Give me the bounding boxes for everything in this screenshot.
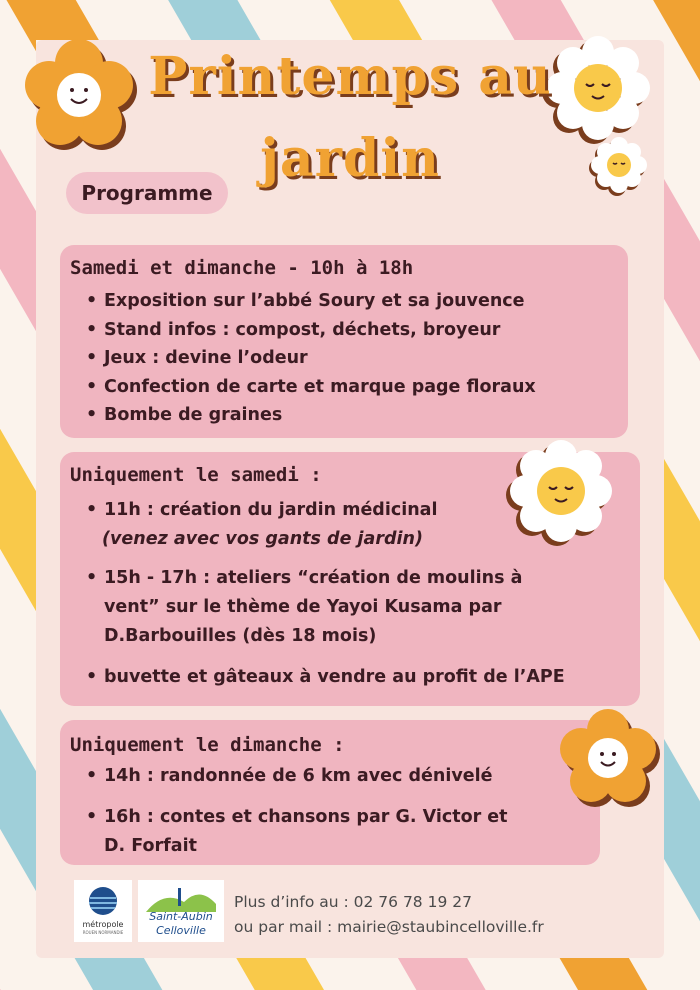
list-item: • Exposition sur l’abbé Soury et sa jouvence <box>86 287 536 316</box>
contact-info <box>234 890 544 940</box>
title-line-1: Printemps au <box>148 46 552 107</box>
metropole-logo <box>74 880 132 942</box>
item-text: 11h : création du jardin médicinal <box>104 500 438 520</box>
orange-flower-icon <box>550 700 666 816</box>
metropole-text: métropole <box>82 920 124 929</box>
town-name: Saint-Aubin <box>149 910 213 923</box>
saint-aubin-logo <box>138 880 224 942</box>
list-item: • Stand infos : compost, déchets, broyeur <box>86 316 536 345</box>
section-heading: Samedi et dimanche - 10h à 18h <box>70 257 414 279</box>
town-name-2: Celloville <box>156 924 206 937</box>
item-text: D. Forfait <box>104 836 197 856</box>
title-line-2: jardin <box>260 128 440 189</box>
activity-list <box>86 762 508 861</box>
white-flower-icon <box>500 430 622 552</box>
list-item <box>86 803 508 861</box>
activity-list <box>86 287 536 430</box>
phone-line: Plus d’info au : 02 76 78 19 27 <box>234 893 472 911</box>
activity-list <box>86 496 565 692</box>
globe-icon <box>88 886 118 916</box>
item-note: (venez avec vos gants de jardin) <box>102 529 423 549</box>
section-heading: Uniquement le dimanche : <box>70 734 345 756</box>
section-sunday <box>60 720 600 865</box>
section-heading: Uniquement le samedi : <box>70 464 322 486</box>
list-item: • Jeux : devine l’odeur <box>86 344 536 373</box>
programme-label: Programme <box>66 172 228 214</box>
list-item <box>86 564 565 651</box>
list-item: • 14h : randonnée de 6 km avec dénivelé <box>86 762 508 791</box>
metropole-subtext: ROUEN NORMANDIE <box>82 930 124 935</box>
list-item <box>86 496 565 554</box>
list-item: • buvette et gâteaux à vendre au profit de l’APE <box>86 663 565 692</box>
item-text: D.Barbouilles (dès 18 mois) <box>104 626 377 646</box>
item-text: vent” sur le thème de Yayoi Kusama par <box>104 597 502 617</box>
list-item: • Bombe de graines <box>86 401 536 430</box>
list-item: • Confection de carte et marque page floraux <box>86 373 536 402</box>
section-both-days <box>60 245 628 438</box>
mail-line: ou par mail : mairie@staubincelloville.fr <box>234 918 544 936</box>
item-text: • 15h - 17h : ateliers “création de moulins à <box>104 568 523 588</box>
item-text: • 16h : contes et chansons par G. Victor et <box>104 807 508 827</box>
